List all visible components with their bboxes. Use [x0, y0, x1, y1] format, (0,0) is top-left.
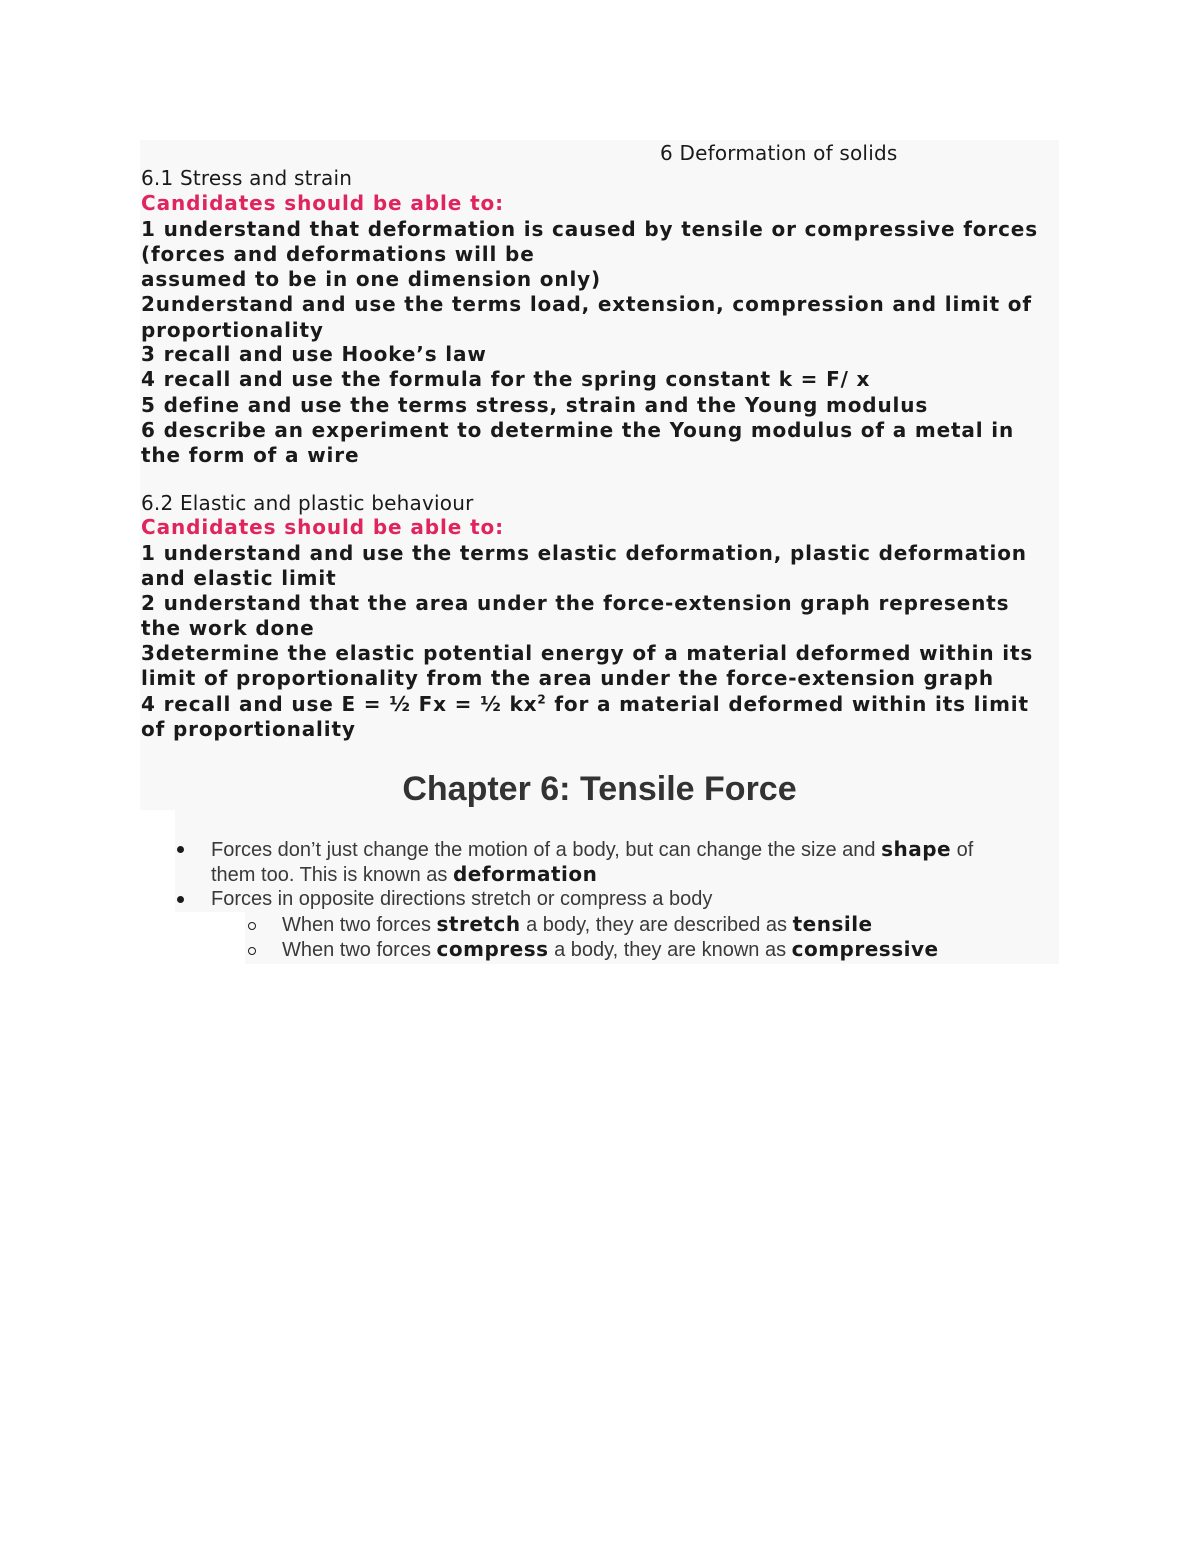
objective-line: limit of proportionality from the area under the force-extension graph [141, 666, 994, 690]
sub-bullet-circle-icon [248, 947, 256, 955]
formula-end: for a material deformed within its limit [546, 692, 1029, 716]
objective-line: 3 recall and use Hooke’s law [141, 342, 487, 366]
objective-line: and elastic limit [141, 566, 337, 590]
objective-line: the work done [141, 616, 315, 640]
section-heading-6-2: 6.2 Elastic and plastic behaviour [141, 491, 474, 515]
formula-line [141, 692, 1029, 717]
bullet-dot-icon [177, 896, 184, 903]
bullet-bold-term: deformation [452, 862, 598, 886]
bullet-bold-term: compress [436, 937, 549, 961]
bullet-dot-icon [177, 846, 184, 853]
notes-panel-margin [140, 810, 175, 964]
bullet-text-part: Forces don’t just change the motion of a body, but can change the size and [211, 839, 882, 861]
objective-line: the form of a wire [141, 443, 360, 467]
objective-line: of proportionality [141, 717, 356, 741]
bullet-item [211, 837, 973, 863]
bullet-item-continuation [211, 862, 597, 888]
bullet-text-part: When two forces [282, 939, 437, 961]
objective-line: 1 understand that deformation is caused by tensile or compressive forces [141, 217, 1038, 241]
bullet-text-part: them too. This is known as [211, 864, 453, 886]
sub-bullet-item [282, 937, 939, 963]
objective-line: proportionality [141, 318, 324, 342]
bullet-bold-term: stretch [436, 912, 521, 936]
objective-line: 4 recall and use the formula for the spring constant k = F/ x [141, 367, 871, 391]
sub-bullet-circle-icon [248, 922, 256, 930]
section-intro-6-2: Candidates should be able to: [141, 515, 505, 539]
formula-start: 4 recall and use E = ½ Fx = ½ kx [141, 692, 538, 716]
objective-line: 3determine the elastic potential energy of a material deformed within its [141, 641, 1034, 665]
document-title: 6 Deformation of solids [660, 141, 898, 165]
bullet-text-part: of [951, 839, 974, 861]
bullet-item: Forces in opposite directions stretch or compress a body [211, 888, 713, 910]
objective-line: 1 understand and use the terms elastic deformation, plastic deformation [141, 541, 1027, 565]
objective-line: 6 describe an experiment to determine the Young modulus of a metal in [141, 418, 1015, 442]
bullet-text-part: a body, they are described as [520, 914, 793, 936]
section-intro-6-1: Candidates should be able to: [141, 191, 505, 215]
objective-line: 2 understand that the area under the force-extension graph represents [141, 591, 1010, 615]
formula-exponent: 2 [537, 692, 547, 707]
section-heading-6-1: 6.1 Stress and strain [141, 166, 353, 190]
objective-line: 5 define and use the terms stress, strain and the Young modulus [141, 393, 929, 417]
bullet-text-part: When two forces [282, 914, 437, 936]
chapter-title: Chapter 6: Tensile Force [402, 770, 797, 808]
sub-bullet-item [282, 912, 873, 938]
objective-line: (forces and deformations will be [141, 242, 535, 266]
objective-line: assumed to be in one dimension only) [141, 267, 602, 291]
notes-panel-margin-lower [175, 912, 245, 964]
bullet-text-part: a body, they are known as [548, 939, 792, 961]
bullet-bold-term: shape [881, 837, 952, 861]
bullet-bold-term: compressive [791, 937, 939, 961]
objective-line: 2understand and use the terms load, extension, compression and limit of [141, 292, 1032, 316]
bullet-bold-term: tensile [792, 912, 873, 936]
